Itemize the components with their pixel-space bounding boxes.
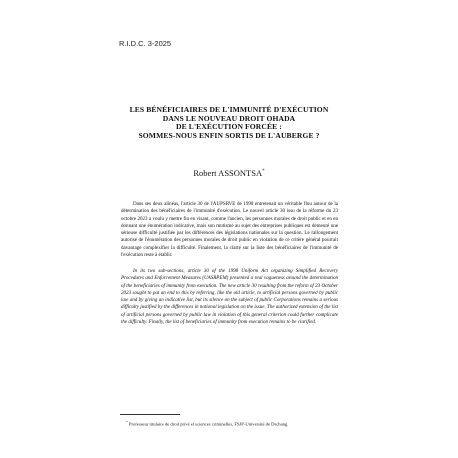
author-footnote-mark: *	[262, 169, 265, 175]
footnote-divider	[120, 414, 180, 415]
abstract-french: Dans ses deux alinéas, l'article 30 de l'AUPSRVE de 1998 entretenait un véritable flou autour de la détermination des bénéficiaires de l'immunité d'exécution. Le nouvel article 30 issu de la réforme du 23 octobre 2023 a voulu y mettre fin en visant, comme l'ancien, les personnes morales de droit public et en en donnant une énumération indicative, mais son mutisme au sujet des entreprises publiques est demeuré une sérieuse difficulté justifiée par les différences des législations nationales sur la question. Le rallongement autorisé de l'énumération des personnes morales de droit public en violation de ce critère général pourrait davantage complexifier la difficulté. Finalement, la clarté sur la liste des bénéficiaires de l'immunité de l'exécution reste à établir.	[121, 201, 338, 258]
title-line: SOMMES-NOUS ENFIN SORTIS DE L'AUBERGE ?	[138, 130, 320, 140]
article-title	[100, 106, 358, 140]
journal-reference: R.I.D.C. 3-2025	[119, 39, 172, 48]
title-line: DANS LE NOUVEAU DROIT OHADA	[162, 113, 296, 123]
author-line	[0, 168, 458, 178]
abstract	[121, 201, 338, 326]
title-line: LES BÉNÉFICIAIRES DE L'IMMUNITÉ D'EXÉCUTION	[129, 105, 329, 114]
title-line: DE L'EXÉCUTION FORCÉE :	[176, 122, 282, 132]
author-name: Robert ASSONTSA	[193, 168, 263, 178]
footnote-text: Professeur titulaire de droit privé et sciences criminelles, FSJP-Université de Dschang.	[128, 421, 289, 427]
abstract-english: In its two sub-sections, article 30 of the 1998 Uniform Act organizing Simplified Recovery Procedures and Enforcement Measures (UASRPEM) presented a real vagueness around the determination of the beneficiaries of immunity from execution. The new article 30 resulting from the reform of 23 October 2023 sought to put an end to this by referring, like the old article, to artificial persons governed by public law and by giving an indicative list, but its silence on the subject of public Corporations remains a serious difficulty justified by the differences in national legislation on the issue. The authorized extension of the list of artificial persons governed by public law in violation of this general criterion could further complicate the difficulty. Finally, the list of beneficiaries of immunity from execution remains to be clarified.	[121, 268, 338, 325]
footnote	[126, 419, 366, 428]
footnote-mark: *	[126, 420, 128, 424]
